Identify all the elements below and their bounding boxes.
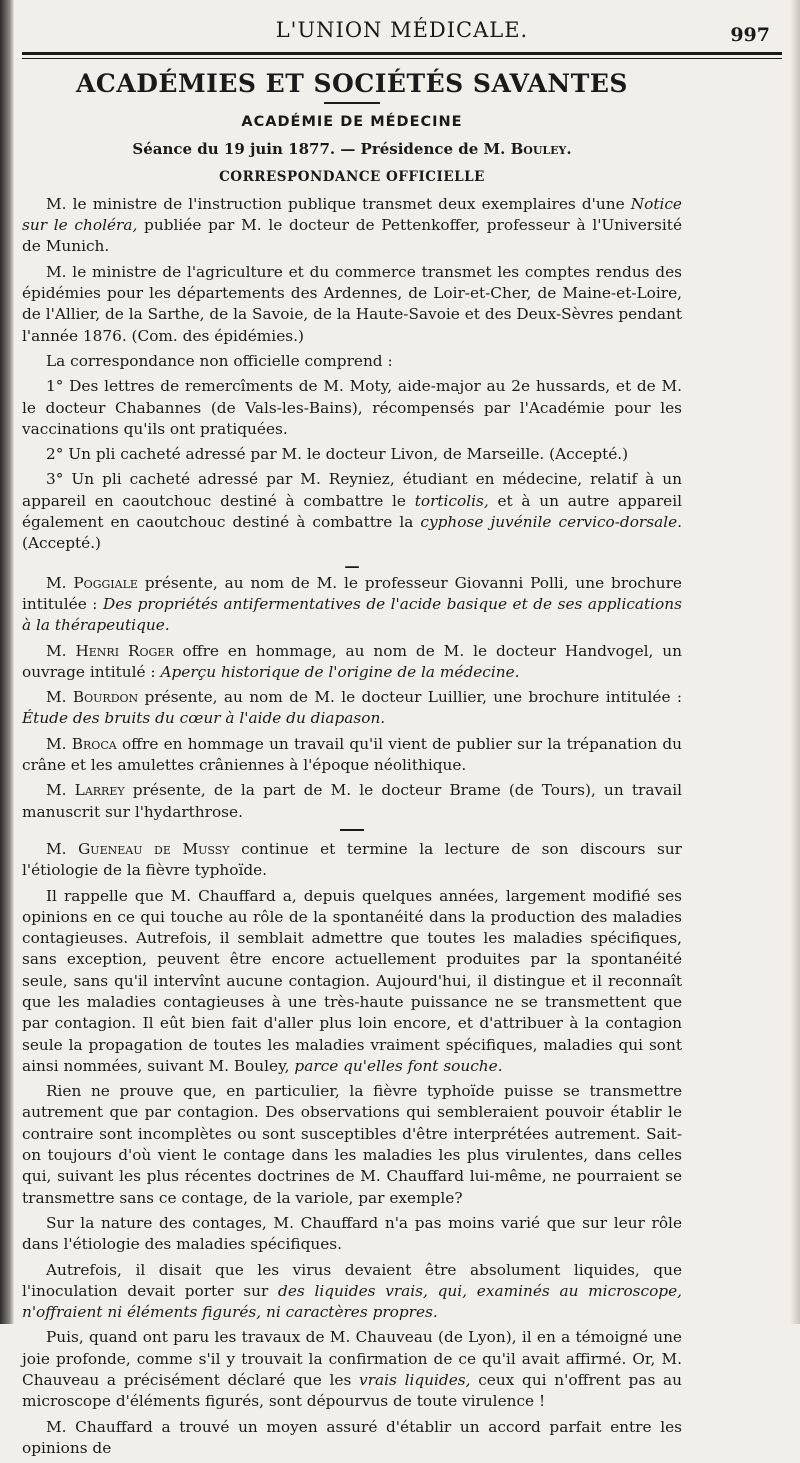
session-prefix: Séance du 19 juin 1877. — Présidence de M. xyxy=(132,140,506,159)
text-run: Puis, quand ont paru les travaux de M. Chauveau (de Lyon), il en a témoigné une joie profonde, comme s'il y trouvait la confirmation de ce qu'il avait affirmé. Or, M. Chauveau a précisément déclaré que les xyxy=(22,1328,682,1390)
subsection-title: ACADÉMIE DE MÉDECINE xyxy=(241,114,463,130)
italic-title: Notice sur le choléra, xyxy=(22,194,682,235)
italic-term: cyphose juvénile cervico-dorsale. xyxy=(420,513,683,532)
text-run: M. le ministre de l'instruction publique transmet deux exemplaires d'une xyxy=(46,194,631,213)
discourse-paragraph-5 xyxy=(22,1327,682,1412)
session-line xyxy=(22,139,682,160)
speaker-name: M. Broca xyxy=(46,734,117,753)
italic-title: Des propriétés antifermentatives de l'acide basique et de ses applications à la thérapeutique. xyxy=(22,594,682,635)
article-body xyxy=(22,64,682,1463)
presentation-poggiale xyxy=(22,573,682,637)
running-title: L'UNION MÉDICALE. xyxy=(275,18,529,42)
speaker-name: M. Gueneau de Mussy xyxy=(46,839,230,858)
unofficial-item-2: 2° Un pli cacheté adressé par M. le docteur Livon, de Marseille. (Accepté.) xyxy=(46,445,629,464)
book-spine-shadow xyxy=(0,0,14,1324)
discourse-paragraph-4 xyxy=(22,1260,682,1324)
text-run: offre en hommage un travail qu'il vient de publier sur la trépanation du crâne et les amulettes crâniennes à l'époque néolithique. xyxy=(22,734,682,775)
italic-quote: des liquides vrais, qui, examinés au microscope, n'offraient ni éléments figurés, ni caractères propres. xyxy=(22,1281,682,1322)
speaker-name: M. Bourdon xyxy=(46,688,139,707)
discourse-paragraph-1 xyxy=(22,886,682,1078)
presentation-roger xyxy=(22,641,682,684)
italic-quote: parce qu'elles font souche. xyxy=(294,1056,503,1075)
discourse-opening xyxy=(22,839,682,882)
text-run: présente, de la part de M. le docteur Brame (de Tours), un travail manuscrit sur l'hydarthrose. xyxy=(22,781,682,821)
italic-title: Aperçu historique de l'origine de la médecine. xyxy=(160,662,520,681)
italic-term: vrais liquides, xyxy=(359,1371,471,1390)
unofficial-intro: La correspondance non officielle comprend : xyxy=(46,351,393,370)
text-run: ceux qui n'offrent pas au microscope d'éléments figurés, sont dépourvus de toute virulence ! xyxy=(22,1371,682,1411)
official-paragraph-1 xyxy=(22,194,682,258)
text-run: présente, au nom de M. le professeur Giovanni Polli, une brochure intitulée : xyxy=(22,573,682,613)
separator-dash: — xyxy=(344,556,360,575)
unofficial-item-3 xyxy=(22,469,682,554)
unofficial-item-1: 1° Des lettres de remercîments de M. Moty, aide-major au 2e hussards, et de M. le docteur Chabannes (de Vals-les-Bains), récompensés par l'Académie pour les vaccinations qu'ils ont pratiquées. xyxy=(22,377,682,438)
text-run: présente, au nom de M. le docteur Luillier, une brochure intitulée : xyxy=(138,688,683,707)
text-run: publiée par M. le docteur de Pettenkoffer, professeur à l'Université de Munich. xyxy=(22,216,682,256)
text-run: et à un autre appareil également en caoutchouc destiné à combattre la xyxy=(22,491,682,532)
page-edge-shadow xyxy=(790,0,800,1324)
text-run: continue et termine la lecture de son discours sur l'étiologie de la fièvre typhoïde. xyxy=(22,839,682,880)
official-paragraph-2: M. le ministre de l'agriculture et du commerce transmet les comptes rendus des épidémies pour les départements des Ardennes, de Loir-et-Cher, de Maine-et-Loire, de l'Allier, de la Sarthe, de la Savoie, de la Haute-Savoie et des Deux-Sèvres pendant l'année 1876. (Com. des épidémies.) xyxy=(22,262,682,345)
header-rule-thin xyxy=(22,58,782,59)
title-ornament-rule xyxy=(324,102,380,104)
speaker-name: M. Larrey xyxy=(46,781,125,800)
text-run: Il rappelle que M. Chauffard a, depuis quelques années, largement modifié ses opinions en ce qui touche au rôle de la spontanéité dans la production des maladies contagieuses. Autrefois, il semblait admettre que toutes les maladies spécifiques, sans exception, peuvent être encore actuellement produites par la spontanéité seule, sans qu'il intervînt aucune contagion. Aujourd'hui, il distingue et il reconnaît que les maladies contagieuses à une très-haute puissance ne se transmettent que par contagion. Il eût bien fait d'aller plus loin encore, et d'attribuer à la contagion seule la propagation de toutes les maladies vraiment spécifiques, maladies qui sont ainsi nommées, suivant M. Bouley, xyxy=(22,886,682,1075)
presentation-larrey xyxy=(22,780,682,823)
italic-term: torticolis, xyxy=(414,491,489,510)
section-separator xyxy=(340,829,364,831)
header-rule xyxy=(22,52,782,55)
speaker-name: M. Henri Roger xyxy=(46,641,174,660)
page-header xyxy=(22,10,782,56)
text-run: Autrefois, il disait que les virus devaient être absolument liquides, que l'inoculation devait porter sur xyxy=(22,1260,682,1300)
italic-title: Étude des bruits du cœur à l'aide du diapason. xyxy=(22,709,386,728)
text-run: 3° Un pli cacheté adressé par M. Reyniez, étudiant en médecine, relatif à un appareil en caoutchouc destiné à combattre le xyxy=(22,470,682,510)
session-president: Bouley. xyxy=(510,140,572,159)
page-number: 997 xyxy=(730,24,770,46)
discourse-paragraph-2: Rien ne prouve que, en particulier, la fièvre typhoïde puisse se transmettre autrement que par contagion. Des observations qui sembleraient pouvoir établir le contraire sont incomplètes ou sont susceptibles d'être interprétées autrement. Sait-on toujours d'où vient le contage dans les maladies les plus virulentes, dans celles qui, suivant les plus récentes doctrines de M. Chauffard lui-même, ne pourraient se transmettre sans ce contage, de la variole, par exemple? xyxy=(22,1082,682,1207)
text-run: (Accepté.) xyxy=(22,534,102,553)
discourse-paragraph-3: Sur la nature des contages, M. Chauffard n'a pas moins varié que sur leur rôle dans l'étiologie des maladies spécifiques. xyxy=(22,1213,682,1254)
discourse-paragraph-6: M. Chauffard a trouvé un moyen assuré d'établir un accord parfait entre les opinions de xyxy=(22,1417,682,1457)
speaker-name: M. Poggiale xyxy=(46,573,138,592)
section-title: ACADÉMIES ET SOCIÉTÉS SAVANTES xyxy=(76,69,628,98)
presentation-broca xyxy=(22,734,682,777)
presentation-bourdon xyxy=(22,687,682,730)
correspondence-heading: CORRESPONDANCE OFFICIELLE xyxy=(219,168,485,185)
text-run: offre en hommage, au nom de M. le docteur Handvogel, un ouvrage intitulé : xyxy=(22,641,682,681)
